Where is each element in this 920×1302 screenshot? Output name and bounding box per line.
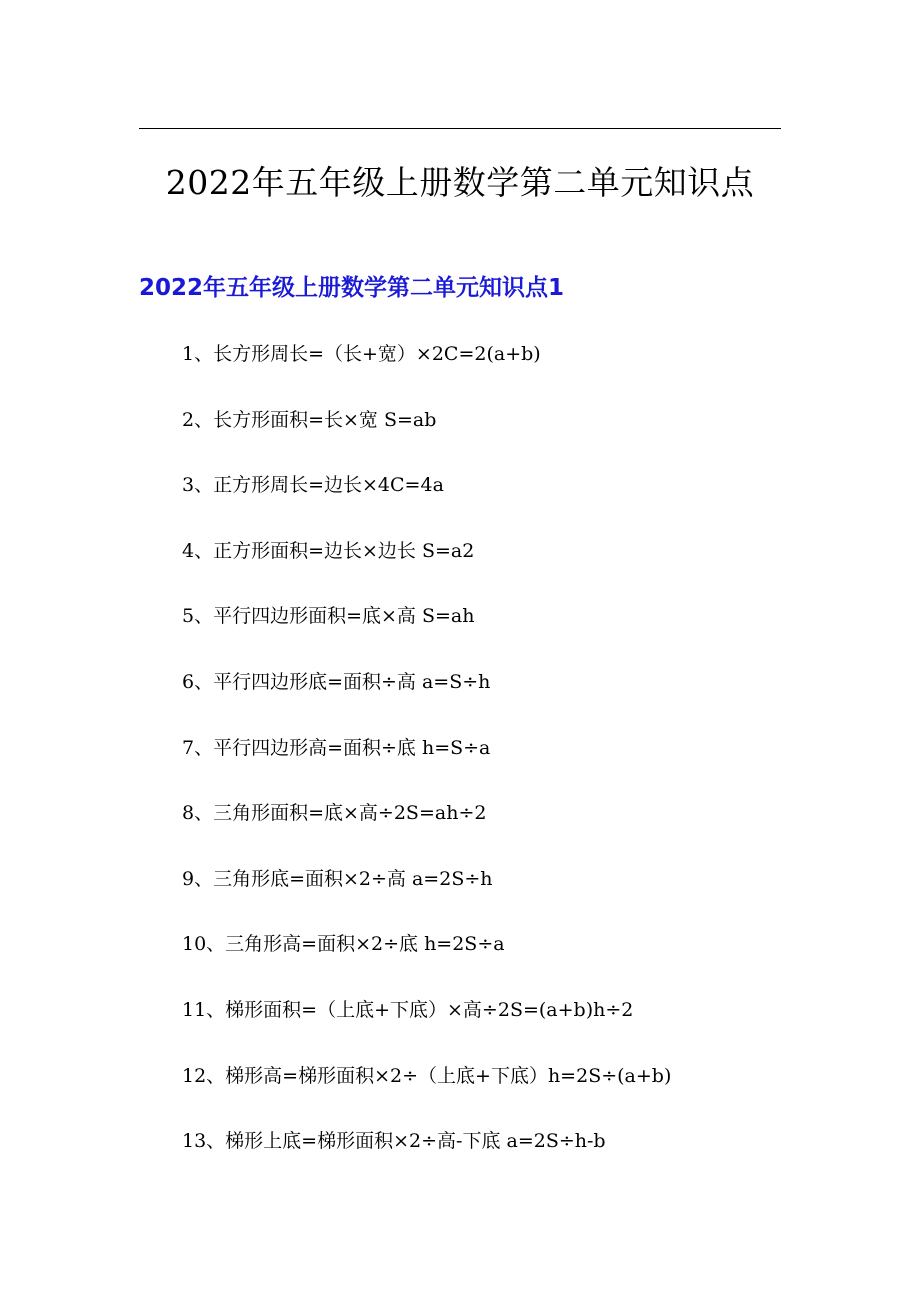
formula-item: 1、长方形周长=（长+宽）×2C=2(a+b) xyxy=(182,343,541,365)
top-divider-line xyxy=(139,128,781,129)
formula-item: 10、三角形高=面积×2÷底 h=2S÷a xyxy=(182,933,505,956)
formula-item: 6、平行四边形底=面积÷高 a=S÷h xyxy=(182,670,491,693)
formula-item: 12、梯形高=梯形面积×2÷（上底+下底）h=2S÷(a+b) xyxy=(182,1064,672,1087)
formula-item: 5、平行四边形面积=底×高 S=ah xyxy=(182,605,475,628)
formula-item: 3、正方形周长=边长×4C=4a xyxy=(182,474,444,497)
formula-item: 8、三角形面积=底×高÷2S=ah÷2 xyxy=(182,802,487,825)
formula-item: 11、梯形面积=（上底+下底）×高÷2S=(a+b)h÷2 xyxy=(182,998,634,1021)
formula-item: 7、平行四边形高=面积÷底 h=S÷a xyxy=(182,736,491,759)
formula-item: 2、长方形面积=长×宽 S=ab xyxy=(182,408,437,431)
section-heading: 2022年五年级上册数学第二单元知识点1 xyxy=(139,275,565,301)
document-title: 2022年五年级上册数学第二单元知识点 xyxy=(165,163,755,202)
formula-item: 13、梯形上底=梯形面积×2÷高-下底 a=2S÷h-b xyxy=(182,1130,606,1153)
formula-item: 4、正方形面积=边长×边长 S=a2 xyxy=(182,539,475,562)
formula-item: 9、三角形底=面积×2÷高 a=2S÷h xyxy=(182,867,493,890)
formula-list xyxy=(182,337,671,1190)
